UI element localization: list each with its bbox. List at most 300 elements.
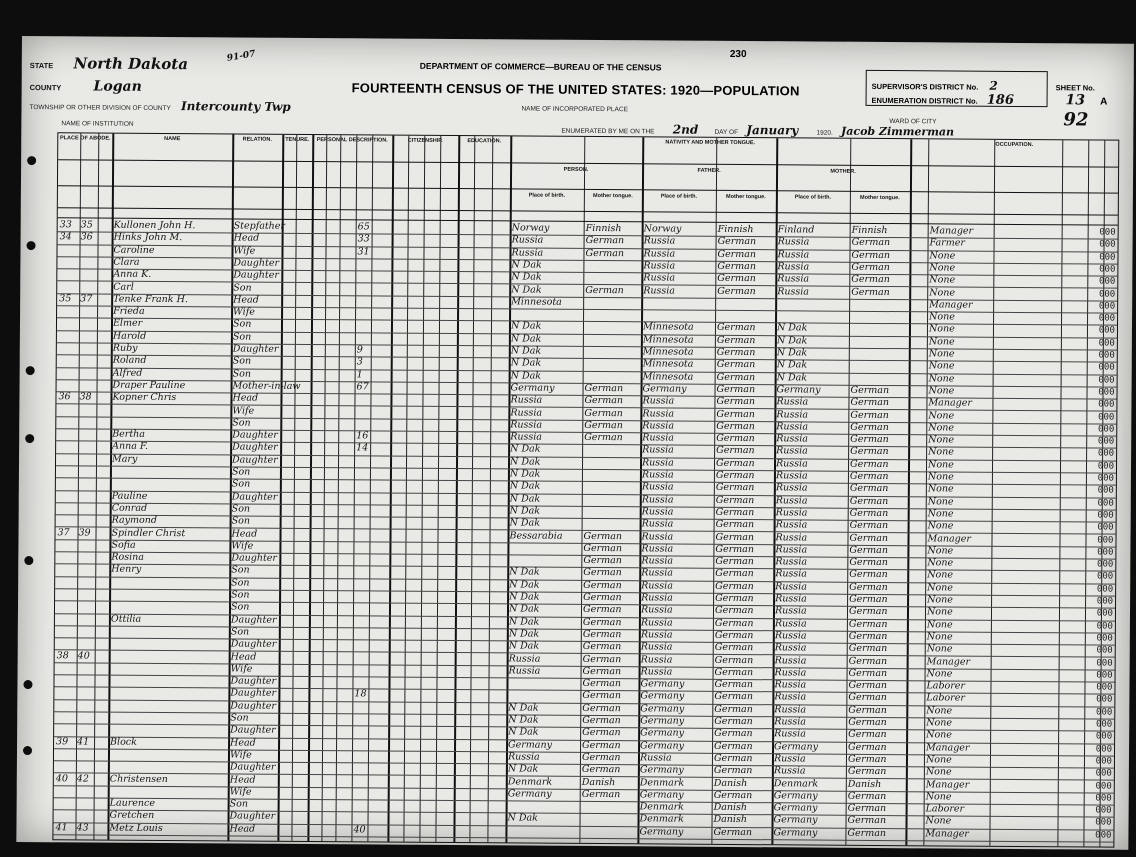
relation-cell: Daughter — [229, 761, 276, 773]
dwelling-number-cell: 35 — [59, 293, 72, 305]
mother-tongue-cell — [584, 494, 640, 507]
family-number-cell — [78, 564, 95, 576]
relation-cell: Daughter — [233, 257, 280, 269]
binder-hole — [26, 366, 35, 375]
father-birthplace-cell: Denmark — [639, 813, 684, 826]
family-number-cell — [80, 244, 97, 256]
occupation-cell: None — [929, 286, 956, 299]
relation-cell: Son — [231, 503, 251, 515]
mother-birthplace-cell: Germany — [773, 802, 818, 814]
age-cell: 16 — [356, 430, 369, 442]
relation-cell: Daughter — [230, 687, 277, 700]
person-name-cell: Raymond — [111, 514, 158, 527]
mother-mother-tongue-cell: German — [850, 446, 889, 458]
margin-code: 000 — [1096, 621, 1113, 632]
occupation-cell: Laborer — [926, 680, 966, 692]
mother-mother-tongue-cell: German — [848, 655, 888, 667]
occupation-cell: Manager — [928, 397, 972, 409]
margin-code: 000 — [1096, 596, 1114, 607]
father-birthplace-cell: Russia — [640, 604, 673, 616]
mother-birthplace-cell: Russia — [774, 654, 807, 666]
mother-birthplace-cell: Russia — [777, 261, 810, 273]
age-cell — [357, 258, 371, 270]
mother-birthplace-cell: Russia — [773, 753, 806, 765]
father-birthplace-cell: Russia — [641, 592, 673, 604]
birthplace-cell: N Dak — [509, 505, 541, 517]
family-number-cell — [79, 416, 96, 428]
margin-code: 000 — [1098, 350, 1115, 361]
father-birthplace-cell: Russia — [639, 752, 672, 764]
col-header-tenure: TENURE. — [285, 136, 310, 144]
age-cell — [355, 603, 369, 615]
family-number-cell — [77, 687, 94, 699]
relation-cell: Daughter — [230, 724, 276, 737]
birthplace-cell — [508, 801, 580, 814]
mother-mother-tongue-cell — [851, 360, 909, 373]
mother-mother-tongue-cell: German — [848, 692, 887, 704]
father-mother-tongue-cell: German — [716, 445, 755, 457]
mother-birthplace-cell: Russia — [775, 544, 808, 556]
occupation-cell: None — [928, 422, 955, 434]
relation-cell: Son — [230, 712, 249, 724]
relation-cell: Head — [230, 650, 257, 663]
father-mother-tongue-cell: German — [715, 543, 755, 555]
supervisor-no: 2 — [989, 78, 998, 93]
margin-code: 000 — [1097, 498, 1114, 509]
mother-mother-tongue-cell: German — [848, 606, 888, 618]
ward-field: WARD OF CITY — [889, 118, 937, 126]
dwelling-number-cell — [56, 797, 76, 809]
age-cell — [355, 553, 369, 565]
relation-cell: Head — [229, 823, 256, 835]
mother-tongue-cell — [584, 481, 640, 494]
mother-mother-tongue-cell: German — [849, 495, 889, 507]
mother-tongue-cell — [585, 272, 641, 285]
mother-tongue-cell — [584, 444, 640, 457]
relation-cell: Daughter — [232, 454, 278, 466]
father-birthplace-cell: Russia — [641, 506, 674, 518]
district-box — [865, 56, 1123, 131]
age-cell — [356, 504, 370, 516]
father-birthplace-cell: Russia — [642, 432, 674, 444]
margin-code: 000 — [1098, 375, 1115, 386]
birthplace-cell: Russia — [508, 652, 541, 665]
family-number-cell — [78, 638, 95, 650]
relation-cell: Head — [232, 392, 259, 404]
mother-tongue-cell: German — [582, 665, 622, 677]
margin-code: 000 — [1096, 707, 1113, 718]
age-cell — [357, 307, 371, 319]
margin-code: 000 — [1096, 670, 1113, 681]
father-mother-tongue-cell: German — [715, 592, 754, 605]
mother-mother-tongue-cell: German — [847, 790, 887, 802]
margin-code: 000 — [1095, 768, 1112, 779]
mother-tongue-cell — [584, 469, 640, 482]
occupation-cell: Farmer — [929, 237, 965, 249]
dwelling-number-cell — [57, 637, 77, 649]
col-header-mt-father: Mother tongue. — [726, 193, 766, 201]
relation-cell: Son — [231, 564, 250, 576]
occupation-cell: None — [926, 729, 952, 741]
occupation-cell: None — [928, 348, 955, 360]
mother-birthplace-cell: Germany — [774, 740, 819, 753]
birthplace-cell: N Dak — [509, 579, 540, 591]
mother-tongue-cell: German — [582, 653, 622, 665]
person-name-cell: Christensen — [109, 773, 168, 785]
census-title: FOURTEENTH CENSUS OF THE UNITED STATES: 1920—POPULATION — [351, 80, 800, 99]
birthplace-cell: N Dak — [510, 443, 541, 456]
relation-cell: Daughter — [232, 441, 278, 454]
occupation-cell: Manager — [925, 828, 969, 840]
birthplace-cell: N Dak — [507, 763, 539, 775]
family-number-cell — [77, 810, 94, 822]
occupation-cell: None — [926, 717, 953, 729]
father-birthplace-cell: Russia — [640, 616, 673, 629]
age-cell — [354, 787, 368, 799]
mother-mother-tongue-cell: Finnish — [851, 224, 888, 237]
mother-mother-tongue-cell — [851, 372, 909, 385]
person-name-cell: Ottilia — [110, 613, 142, 625]
mother-birthplace-cell: Russia — [775, 494, 808, 507]
dwelling-number-cell — [57, 576, 77, 588]
department-header: DEPARTMENT OF COMMERCE—BUREAU OF THE CENSUS — [419, 60, 662, 73]
sheet-stamp: 230 — [729, 48, 747, 61]
mother-tongue-cell: Finnish — [585, 222, 622, 235]
mother-birthplace-cell: N Dak — [776, 322, 808, 334]
dwelling-number-cell — [59, 305, 79, 317]
person-name-cell: Spindler Christ — [111, 527, 186, 539]
mother-mother-tongue-cell — [851, 348, 909, 361]
margin-code: 000 — [1097, 559, 1114, 570]
birthplace-cell: Norway — [511, 222, 550, 234]
occupation-cell: None — [927, 471, 954, 483]
relation-cell: Daughter — [230, 700, 276, 712]
person-name-cell — [111, 650, 229, 663]
birthplace-cell: Russia — [510, 406, 543, 419]
mother-mother-tongue-cell: German — [851, 237, 891, 249]
father-birthplace-cell: Germany — [640, 739, 685, 752]
person-name-cell: Ruby — [112, 342, 138, 354]
father-birthplace-cell: Russia — [641, 493, 674, 506]
col-header-occupation: OCCUPATION. — [995, 141, 1034, 149]
mother-birthplace-cell: Russia — [774, 605, 807, 617]
col-header-father: FATHER. — [697, 167, 721, 174]
birthplace-cell — [507, 825, 579, 838]
mother-birthplace-cell: N Dak — [776, 359, 808, 371]
margin-code: 000 — [1096, 682, 1113, 693]
margin-code: 000 — [1097, 547, 1114, 558]
mother-birthplace-cell: Russia — [776, 396, 809, 408]
col-header-pob-father: Place of birth. — [660, 193, 698, 200]
relation-cell: Wife — [230, 663, 253, 675]
township-value: Intercounty Twp — [181, 99, 291, 114]
col-header-nativity: NATIVITY AND MOTHER TONGUE. — [665, 139, 756, 147]
enumerator-name: Jacob Zimmerman — [841, 124, 955, 139]
mother-mother-tongue-cell: German — [849, 544, 889, 556]
family-number-cell — [77, 674, 94, 686]
father-mother-tongue-cell: German — [716, 408, 755, 420]
mother-birthplace-cell: Russia — [775, 470, 808, 482]
relation-cell: Stepfather — [233, 220, 286, 232]
age-cell: 40 — [353, 824, 366, 836]
mother-mother-tongue-cell: German — [849, 556, 888, 569]
stamp-note: 91-07 — [226, 49, 257, 64]
enum-district-field: ENUMERATION DISTRICT No. 186 — [871, 92, 1014, 108]
father-mother-tongue-cell: German — [717, 273, 756, 285]
father-birthplace-cell: Russia — [640, 629, 673, 641]
relation-cell: Son — [231, 515, 251, 527]
census-sheet-scan — [16, 36, 1134, 850]
dwelling-number-cell — [59, 244, 79, 256]
father-mother-tongue-cell: German — [714, 691, 753, 703]
mother-birthplace-cell: Germany — [776, 384, 821, 396]
margin-code: 000 — [1095, 719, 1113, 730]
person-name-cell: Kullonen John H. — [113, 219, 196, 232]
age-cell — [356, 418, 370, 430]
age-cell — [355, 541, 369, 553]
father-mother-tongue-cell: German — [715, 555, 754, 568]
person-name-cell: Sofia — [111, 539, 136, 551]
enumerated-month: January — [746, 123, 799, 138]
relation-cell: Son — [232, 355, 252, 367]
family-number-cell — [80, 342, 97, 354]
father-birthplace-cell: Germany — [642, 383, 687, 395]
mother-tongue-cell: German — [581, 751, 621, 764]
father-mother-tongue-cell — [717, 310, 775, 323]
dwelling-number-cell — [56, 810, 76, 822]
birthplace-cell: Germany — [510, 382, 555, 394]
relation-cell: Daughter — [230, 638, 277, 650]
dwelling-number-cell — [59, 256, 79, 268]
incorporated-label: NAME OF INCORPORATED PLACE — [521, 105, 628, 114]
father-birthplace-cell: Russia — [641, 567, 674, 579]
family-number-cell: 36 — [80, 231, 93, 243]
occupation-cell: None — [927, 545, 954, 557]
father-mother-tongue-cell: German — [716, 322, 756, 334]
age-cell — [356, 517, 370, 529]
age-cell — [354, 726, 368, 738]
birthplace-cell: N Dak — [510, 320, 542, 333]
dwelling-number-cell — [57, 613, 77, 625]
corner-note: 92 — [1063, 109, 1089, 131]
father-mother-tongue-cell: German — [717, 248, 757, 260]
birthplace-cell: Russia — [511, 234, 544, 246]
age-cell — [354, 750, 368, 762]
col-header-name: NAME — [164, 135, 181, 143]
age-cell — [355, 627, 369, 639]
mother-mother-tongue-cell: German — [849, 532, 889, 544]
occupation-cell: None — [929, 262, 956, 274]
person-name-cell: Harold — [112, 330, 147, 342]
father-birthplace-cell: Germany — [640, 690, 685, 703]
mother-tongue-cell: German — [583, 591, 622, 604]
father-mother-tongue-cell: German — [715, 469, 755, 482]
mother-mother-tongue-cell: German — [847, 827, 887, 839]
father-birthplace-cell: Minnesota — [642, 334, 694, 346]
mother-birthplace-cell: Russia — [775, 507, 808, 519]
binder-hole — [24, 556, 33, 565]
mother-mother-tongue-cell: German — [848, 642, 888, 655]
mother-tongue-cell — [584, 457, 640, 470]
mother-birthplace-cell: Russia — [774, 679, 807, 691]
age-cell — [354, 738, 368, 750]
occupation-cell: None — [926, 618, 953, 631]
dwelling-number-cell — [58, 428, 78, 440]
dwelling-number-cell — [57, 662, 77, 674]
mother-mother-tongue-cell: German — [851, 249, 891, 261]
dwelling-number-cell — [59, 342, 79, 354]
birthplace-cell: Minnesota — [511, 296, 562, 308]
relation-cell: Son — [233, 281, 252, 294]
col-header-relation: RELATION. — [242, 136, 272, 143]
mother-birthplace-cell: Russia — [776, 433, 808, 445]
father-mother-tongue-cell: German — [714, 654, 754, 666]
occupation-cell: None — [927, 594, 953, 606]
father-mother-tongue-cell: German — [714, 740, 753, 752]
relation-cell: Daughter — [230, 614, 277, 626]
person-name-cell: Clara — [113, 256, 140, 268]
binder-hole — [27, 241, 36, 250]
mother-tongue-cell: German — [583, 542, 623, 554]
relation-cell: Wife — [229, 749, 252, 761]
birthplace-cell — [509, 555, 581, 568]
age-cell — [357, 271, 371, 283]
birthplace-cell: Russia — [510, 431, 542, 443]
mother-birthplace-cell: Russia — [776, 421, 809, 433]
father-mother-tongue-cell: German — [716, 383, 756, 396]
margin-code: 000 — [1098, 362, 1115, 373]
occupation-cell: None — [928, 434, 955, 446]
family-number-cell — [80, 281, 97, 293]
mother-tongue-cell — [585, 321, 641, 334]
dwelling-number-cell — [57, 564, 77, 576]
father-birthplace-cell: Germany — [640, 703, 685, 715]
relation-cell: Wife — [232, 404, 255, 417]
person-name-cell: Bertha — [112, 428, 146, 440]
father-mother-tongue-cell: German — [714, 629, 754, 642]
father-birthplace-cell: Russia — [641, 543, 674, 555]
occupation-cell: None — [927, 483, 954, 495]
person-name-cell — [112, 478, 230, 491]
mother-tongue-cell — [584, 506, 640, 519]
dwelling-number-cell — [58, 502, 78, 514]
relation-cell: Son — [231, 478, 251, 490]
family-number-cell — [80, 355, 97, 367]
mother-birthplace-cell: Russia — [775, 457, 808, 470]
margin-code: 000 — [1097, 424, 1115, 435]
relation-cell: Wife — [229, 786, 252, 798]
family-number-cell — [78, 662, 95, 674]
person-name-cell: Metz Louis — [109, 822, 163, 834]
state-value: North Dakota — [73, 54, 189, 74]
relation-cell: Son — [232, 368, 252, 380]
mother-birthplace-cell: Russia — [777, 273, 810, 285]
age-cell: 65 — [357, 221, 370, 233]
dwelling-number-cell — [58, 416, 78, 428]
age-cell — [354, 763, 368, 775]
family-number-cell — [80, 330, 97, 342]
birthplace-cell: N Dak — [510, 345, 542, 357]
father-birthplace-cell: Russia — [643, 272, 676, 284]
father-birthplace-cell: Germany — [639, 789, 684, 801]
col-header-mt-mother: Mother tongue. — [860, 194, 900, 202]
mother-mother-tongue-cell: German — [847, 765, 887, 778]
family-number-cell — [80, 269, 97, 281]
birthplace-cell: N Dak — [509, 468, 541, 480]
institution-field — [61, 118, 133, 128]
age-cell — [354, 701, 368, 713]
age-cell — [356, 394, 370, 406]
father-birthplace-cell: Germany — [640, 715, 685, 727]
mother-tongue-cell — [585, 346, 641, 359]
relation-cell: Daughter — [232, 429, 278, 441]
relation-cell: Son — [230, 626, 250, 638]
person-name-cell: Henry — [111, 564, 142, 576]
dwelling-number-cell: 33 — [59, 219, 72, 231]
age-cell — [356, 492, 370, 504]
dwelling-number-cell: 36 — [58, 391, 71, 403]
dwelling-number-cell — [59, 367, 79, 379]
occupation-cell: None — [927, 508, 954, 520]
father-mother-tongue-cell: German — [715, 568, 754, 580]
mother-birthplace-cell: N Dak — [776, 371, 808, 384]
family-number-cell — [79, 465, 96, 477]
mother-mother-tongue-cell: German — [848, 704, 887, 716]
county-label: COUNTY — [29, 83, 62, 93]
birthplace-cell: N Dak — [508, 714, 539, 726]
margin-code: 000 — [1096, 584, 1114, 595]
mother-birthplace-cell: Russia — [777, 248, 810, 261]
relation-cell: Daughter — [229, 810, 276, 823]
age-cell — [355, 652, 369, 664]
sheet-field: SHEET No. — [1055, 83, 1095, 93]
occupation-cell: None — [925, 754, 952, 766]
father-mother-tongue-cell: Danish — [713, 777, 748, 789]
col-header-mother: MOTHER. — [830, 168, 856, 175]
family-number-cell — [79, 453, 96, 465]
person-name-cell: Caroline — [113, 244, 155, 256]
family-number-cell — [78, 625, 95, 637]
margin-code: 000 — [1097, 485, 1114, 496]
birthplace-cell: N Dak — [509, 566, 540, 579]
father-birthplace-cell: Russia — [643, 247, 676, 260]
mother-birthplace-cell: Germany — [773, 826, 818, 839]
birthplace-cell: Bessarabia — [509, 529, 563, 542]
relation-cell: Daughter — [233, 269, 279, 281]
relation-cell: Head — [229, 773, 256, 786]
father-mother-tongue-cell: German — [716, 432, 755, 445]
mother-tongue-cell — [585, 309, 641, 322]
margin-code: 000 — [1095, 805, 1112, 816]
person-name-cell: Laurence — [109, 797, 156, 810]
mother-mother-tongue-cell: German — [849, 470, 889, 483]
family-number-cell — [77, 724, 94, 736]
mother-mother-tongue-cell: German — [851, 261, 890, 273]
family-number-cell: 41 — [77, 735, 90, 748]
father-mother-tongue-cell: German — [716, 420, 755, 432]
birthplace-cell: N Dak — [508, 640, 540, 652]
father-mother-tongue-cell: German — [715, 531, 755, 543]
relation-cell: Son — [232, 318, 252, 330]
father-birthplace-cell: Russia — [643, 284, 676, 297]
dwelling-number-cell — [58, 404, 78, 416]
margin-code: 000 — [1098, 387, 1115, 398]
family-number-cell — [78, 601, 95, 613]
occupation-cell: Laborer — [926, 692, 965, 704]
father-mother-tongue-cell: Danish — [713, 814, 748, 826]
occupation-cell: None — [927, 582, 953, 594]
family-number-cell — [80, 379, 97, 391]
